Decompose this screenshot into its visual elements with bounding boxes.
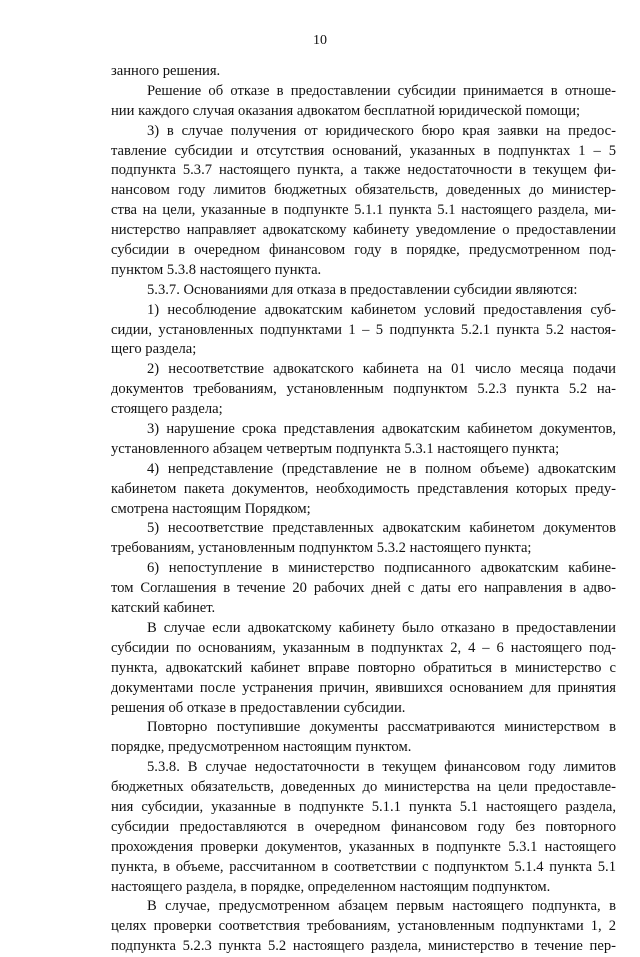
text-line: порядке, предусмотренном настоящим пунктом.	[111, 739, 412, 756]
text-line: нистерство направляет адвокатскому кабинету уведомление о предоставлении	[111, 222, 616, 239]
text-line: 3) в случае получения от юридического бюро края заявки на предос-	[147, 122, 616, 139]
text-line: подпункта 5.2.3 пункта 5.2 настоящего раздела, министерство в течение пер-	[111, 938, 616, 955]
text-line: нии каждого случая оказания адвокатом бесплатной юридической помощи;	[111, 102, 581, 119]
text-line: катский кабинет.	[111, 600, 216, 617]
text-line: пунктом 5.3.8 настоящего пункта.	[111, 261, 322, 278]
text-line: В случае если адвокатскому кабинету было отказано в предоставлении	[147, 619, 616, 636]
text-line: установленного абзацем четвертым подпункта 5.3.1 настоящего пункта;	[111, 440, 560, 457]
text-line: пункта, в объеме, рассчитанном в соответствии с подпунктом 5.1.4 пункта 5.1	[111, 858, 616, 875]
text-line: том Соглашения в течение 20 рабочих дней с даты его направления в адво-	[111, 580, 616, 597]
text-line: тавление субсидии и отсутствия оснований, указанных в подпунктах 1 – 5	[111, 142, 616, 159]
text-line: смотрена настоящим Порядком;	[111, 500, 311, 517]
text-line: 3) нарушение срока представления адвокатским кабинетом документов,	[147, 421, 616, 438]
text-line: ства на цели, указанные в подпункте 5.1.1 пункта 5.1 настоящего раздела, ми-	[111, 202, 616, 219]
text-line: настоящего раздела, в порядке, определенном настоящим подпунктом.	[111, 878, 551, 895]
text-line: документов требованиям, установленным подпунктом 5.2.3 пункта 5.2 на-	[111, 381, 616, 398]
text-line: документами после устранения причин, явившихся основанием для принятия	[111, 679, 616, 696]
text-line: В случае, предусмотренном абзацем первым настоящего подпункта, в	[147, 898, 616, 915]
text-line: 5.3.7. Основаниями для отказа в предоставлении субсидии являются:	[147, 281, 578, 298]
text-line: прохождения проверки документов, указанных в подпункте 5.3.1 настоящего	[111, 838, 616, 855]
text-line: 2) несоответствие адвокатского кабинета на 01 число месяца подачи	[147, 361, 616, 378]
text-line: нансовом году лимитов бюджетных обязательств, доведенных до министер-	[111, 182, 616, 199]
text-line: стоящего раздела;	[111, 401, 223, 418]
text-line: Повторно поступившие документы рассматриваются министерством в	[147, 719, 616, 736]
text-line: субсидии предоставляются в очередном финансовом году без повторного	[111, 818, 616, 835]
text-line: 1) несоблюдение адвокатским кабинетом условий предоставления суб-	[147, 301, 616, 318]
text-line: кабинетом пакета документов, необходимость представления которых преду-	[111, 480, 616, 497]
body-text	[111, 62, 616, 957]
text-line: 5) несоответствие представленных адвокатским кабинетом документов	[147, 520, 616, 537]
text-line: решения об отказе в предоставлении субсидии.	[111, 699, 406, 716]
text-line: требованиям, установленным подпунктом 5.3.2 настоящего пункта;	[111, 540, 532, 557]
text-line: субсидии в очередном финансовом году в порядке, предусмотренном под-	[111, 242, 616, 259]
text-line: 6) непоступление в министерство подписанного адвокатским кабине-	[147, 560, 616, 577]
text-line: щего раздела;	[111, 341, 197, 358]
page-number: 10	[313, 33, 327, 48]
text-line: ния субсидии, указанные в подпункте 5.1.1 пункта 5.1 настоящего раздела,	[111, 798, 616, 815]
text-line: занного решения.	[111, 63, 221, 79]
text-line: целях проверки соответствия требованиям, установленным подпунктами 1, 2	[111, 918, 616, 935]
text-line: сидии, установленных подпунктами 1 – 5 подпункта 5.2.1 пункта 5.2 настоя-	[111, 321, 616, 338]
text-line: подпункта 5.3.7 настоящего пункта, а также недостаточности в текущем фи-	[111, 162, 616, 179]
text-line: бюджетных обязательств, доведенных до министерства на цели предоставле-	[111, 779, 616, 796]
text-line: 5.3.8. В случае недостаточности в текущем финансовом году лимитов	[147, 759, 616, 776]
text-line: субсидии по основаниям, указанным в подпунктах 2, 4 – 6 настоящего под-	[111, 639, 616, 656]
text-line: пункта, адвокатский кабинет вправе повторно обратиться в министерство с	[111, 659, 616, 676]
text-line: Решение об отказе в предоставлении субсидии принимается в отноше-	[147, 82, 616, 99]
text-line: 4) непредставление (представление не в полном объеме) адвокатским	[147, 460, 616, 477]
